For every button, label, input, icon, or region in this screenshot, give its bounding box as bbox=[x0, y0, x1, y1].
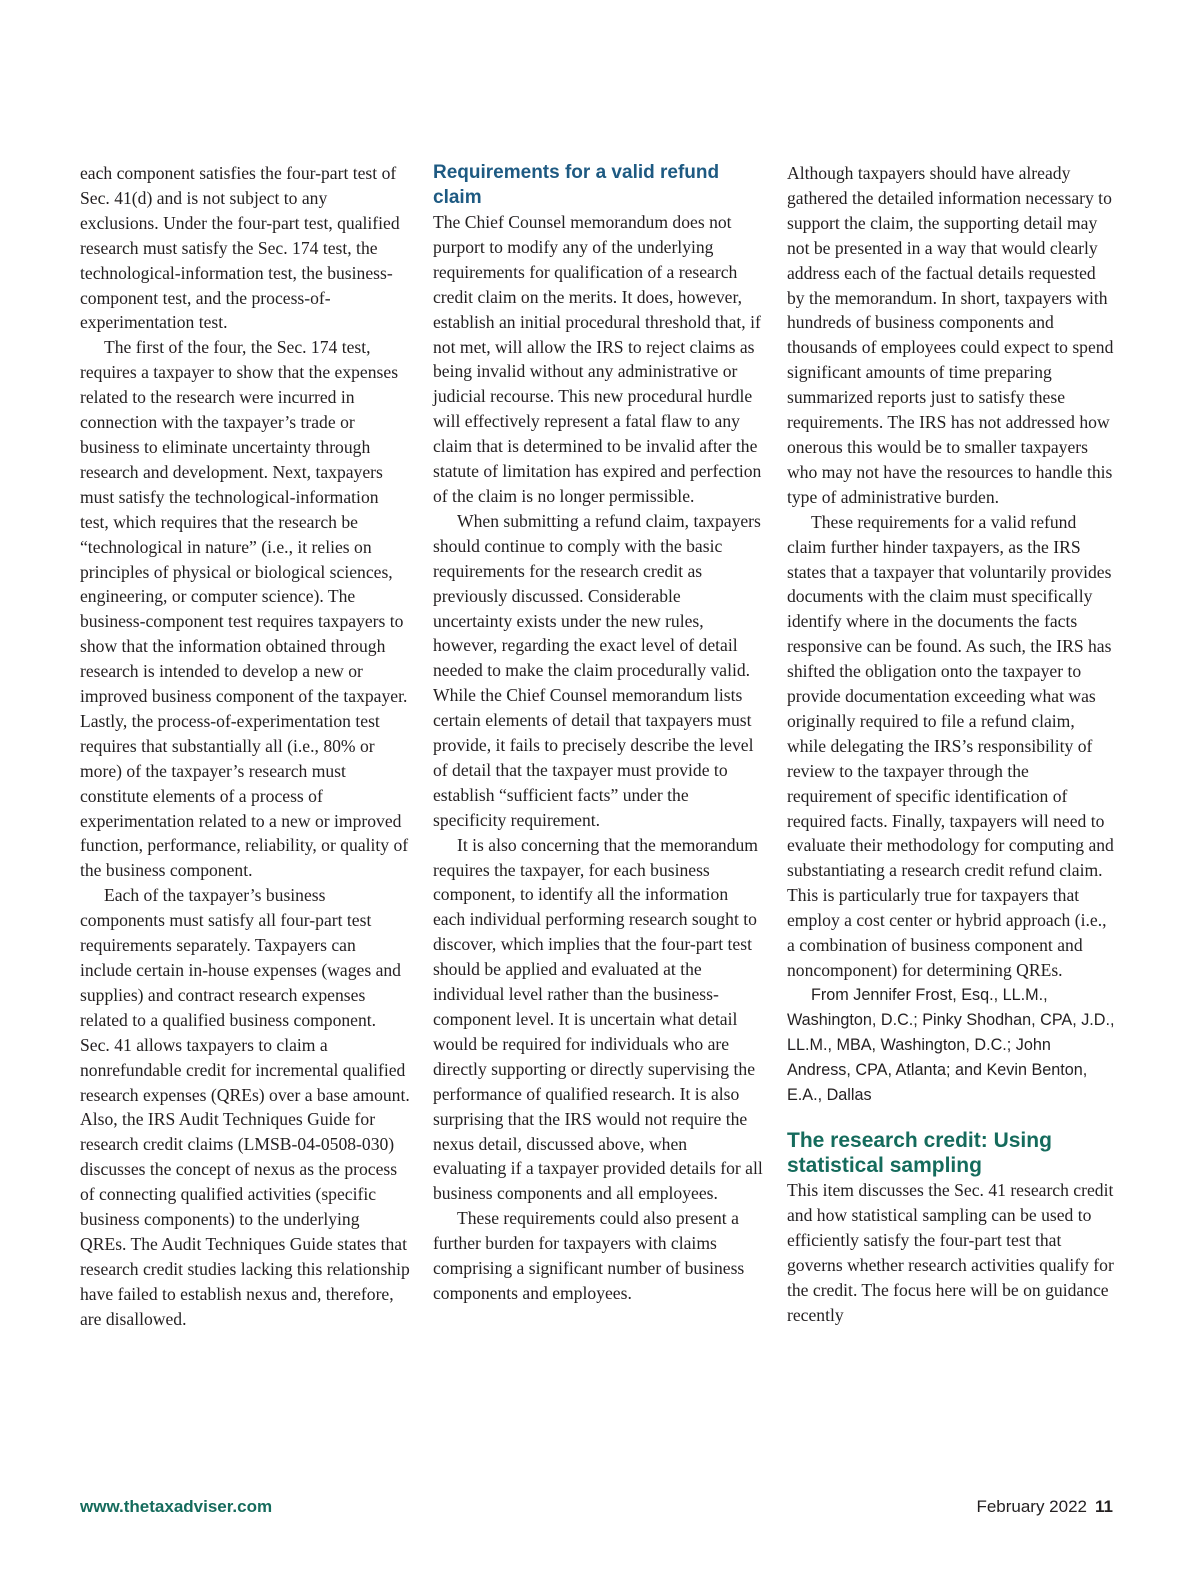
body-paragraph: These requirements could also present a further burden for taxpayers with claims comprising a significant number of business components and employees. bbox=[433, 1208, 745, 1303]
footer-date: February 2022 bbox=[976, 1497, 1088, 1516]
column-3 bbox=[787, 161, 1117, 1328]
body-paragraph: Although taxpayers should have already gathered the detailed information necessary to support the claim, the supporting detail may not be presented in a way that would clearly address each of the factual details requested by the memorandum. In short, taxpayers with hundreds of business components and thousands of employees could expect to spend significant amounts of time preparing summarized reports just to satisfy these requirements. The IRS has not addressed how onerous this would be to smaller taxpayers who may not have the resources to handle this type of administrative burden. bbox=[787, 163, 1114, 507]
body-paragraph: These requirements for a valid refund claim further hinder taxpayers, as the IRS states that a taxpayer that voluntarily provides documents with the claim must specifically identify where in the documents the facts responsive can be found. As such, the IRS has shifted the obligation onto the taxpayer to provide documentation exceeding what was originally required to file a refund claim, while delegating the IRS’s responsibility of review to the taxpayer through the requirement of specific identification of required facts. Finally, taxpayers will need to evaluate their methodology for computing and substantiating a research credit refund claim. This is particularly true for taxpayers that employ a cost center or hybrid approach (i.e., a combination of business component and noncomponent) for determining QREs. bbox=[787, 511, 1114, 980]
column-2 bbox=[433, 161, 763, 1306]
body-paragraph: When submitting a refund claim, taxpayers should continue to comply with the basic requirements for the research credit as previously discussed. Considerable uncertainty exists under the new rules, however, regarding the exact level of detail needed to make the claim procedurally valid. While the Chief Counsel memorandum lists certain elements of detail that taxpayers must provide, it fails to precisely describe the level of detail that the taxpayer must provide to establish “sufficient facts” under the specificity requirement. bbox=[433, 510, 761, 830]
body-paragraph: The Chief Counsel memorandum does not purport to modify any of the underlying requirements for qualification of a research credit claim on the merits. It does, however, establish an initial procedural threshold that, if not met, will allow the IRS to reject claims as being invalid without any administrative or judicial recourse. This new procedural hurdle will effectively represent a fatal flaw to any claim that is determined to be invalid after the statute of limitation has expired and perfection of the claim is no longer permissible. bbox=[433, 212, 762, 506]
footer-website-link[interactable]: www.thetaxadviser.com bbox=[80, 1497, 273, 1516]
body-paragraph: each component satisfies the four-part test of Sec. 41(d) and is not subject to any exclusions. Under the four-part test, qualified research must satisfy the Sec. 174 test, the technological-information test, the business-component test, and the process-of-experimentation test. bbox=[80, 163, 400, 333]
body-paragraph: The first of the four, the Sec. 174 test, requires a taxpayer to show that the expenses related to the research were incurred in connection with the taxpayer’s trade or business to eliminate uncertainty through research and development. Next, taxpayers must satisfy the technological-information test, which requires that the research be “technological in nature” (i.e., it relies on principles of physical or biological sciences, engineering, or computer science). The business-component test requires taxpayers to show that the information obtained through research is intended to develop a new or improved business component of the taxpayer. Lastly, the process-of-experimentation test requires that substantially all (i.e., 80% or more) of the taxpayer’s research must constitute elements of a process of experimentation related to a new or improved function, performance, reliability, or quality of the business component. bbox=[80, 337, 409, 881]
section-heading-statistical-sampling: The research credit: Using statistical sampling bbox=[787, 1129, 1052, 1177]
column-1 bbox=[80, 161, 410, 1332]
section-heading-refund-claim: Requirements for a valid refund claim bbox=[433, 162, 720, 208]
footer-issue bbox=[976, 1497, 1113, 1517]
body-paragraph: It is also concerning that the memorandum requires the taxpayer, for each business component, to identify all the information each individual performing research sought to discover, which implies that the four-part test should be applied and evaluated at the individual level rather than the business-component level. It is uncertain what detail would be required for individuals who are directly supporting or directly supervising the performance of qualified research. It is also surprising that the IRS would not require the nexus detail, discussed above, when evaluating if a taxpayer provided details for all business components and all employees. bbox=[433, 834, 763, 1204]
body-paragraph: Each of the taxpayer’s business components must satisfy all four-part test requirements separately. Taxpayers can include certain in-house expenses (wages and supplies) and contract research expenses related to a qualified business component. Sec. 41 allows taxpayers to claim a nonrefundable credit for incremental qualified research expenses (QREs) over a base amount. Also, the IRS Audit Techniques Guide for research credit claims (LMSB-04-0508-030) discusses the concept of nexus as the process of connecting qualified activities (specific business components) to the underlying QREs. The Audit Techniques Guide states that research credit studies lacking this relationship have failed to establish nexus and, therefore, are disallowed. bbox=[80, 885, 410, 1329]
author-credit: From Jennifer Frost, Esq., LL.M., Washington, D.C.; Pinky Shodhan, CPA, J.D., LL.M., MBA, Washington, D.C.; John Andress, CPA, Atlanta; and Kevin Benton, E.A., Dallas bbox=[787, 985, 1115, 1104]
page-number: 11 bbox=[1095, 1497, 1113, 1516]
body-paragraph: This item discusses the Sec. 41 research credit and how statistical sampling can be used to efficiently satisfy the four-part test that governs whether research activities qualify for the credit. The focus here will be on guidance recently bbox=[787, 1180, 1114, 1325]
